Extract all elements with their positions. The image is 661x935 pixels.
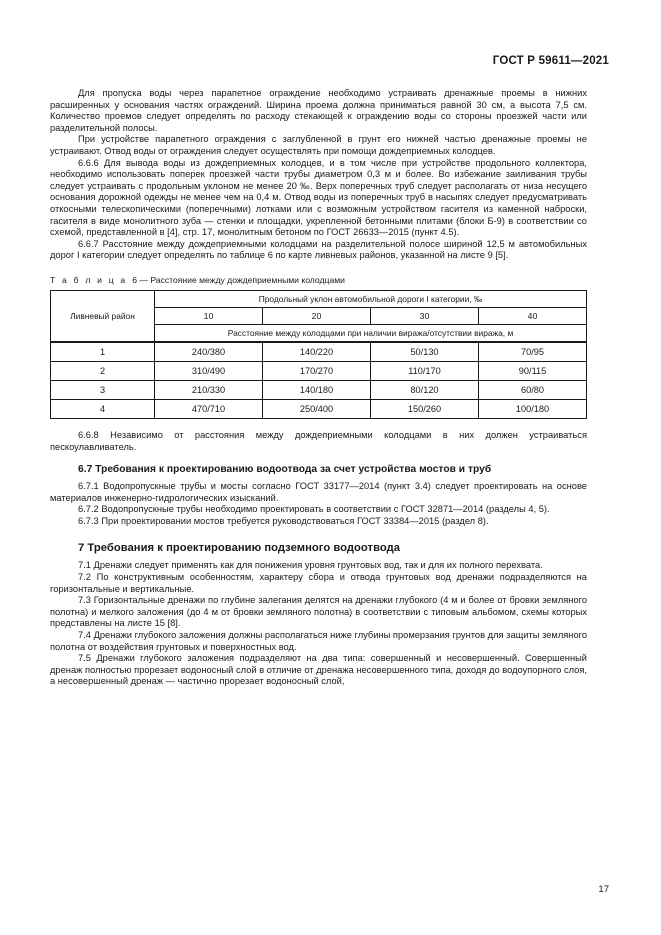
- paragraph-6-7-1: 6.7.1 Водопропускные трубы и мосты согласно ГОСТ 33177—2014 (пункт 3.4) следует проектировать на основе материалов инженерно-гидрологических изысканий.: [50, 481, 587, 503]
- table-header-slope-group: Продольный уклон автомобильной дороги I категории, ‰: [155, 290, 587, 307]
- table-cell-value: 90/115: [479, 361, 587, 380]
- table-caption-text: — Расстояние между дождеприемными колодцами: [139, 274, 345, 285]
- table-cell-value: 310/490: [155, 361, 263, 380]
- paragraph-7-2: 7.2 По конструктивным особенностям, характеру сбора и отвода грунтовых вод дренажи подразделяются на горизонтальные и вертикальные.: [50, 572, 587, 594]
- table-cell-value: 140/180: [263, 380, 371, 399]
- table-head: [51, 290, 587, 342]
- paragraph-6-7-2: 6.7.2 Водопропускные трубы необходимо проектировать в соответствии с ГОСТ 32871—2014 (разделы 4, 5).: [78, 504, 550, 515]
- paragraph-6-7-3: 6.7.3 При проектировании мостов требуется руководствоваться ГОСТ 33384—2015 (раздел 8).: [78, 515, 489, 526]
- page-number: 17: [598, 884, 609, 895]
- table-body: [51, 342, 587, 419]
- table-cell-region: 4: [51, 399, 155, 418]
- document-body: [50, 88, 587, 688]
- table-cell-value: 170/270: [263, 361, 371, 380]
- table-header-slope-40: 40: [479, 307, 587, 324]
- paragraph-7-3: 7.3 Горизонтальные дренажи по глубине залегания делятся на дренажи глубокого (4 м и более от бровки земляного полотна) и мелкого заложения (до 4 м от бровки земляного полотна) в соответствии с типовым альбомом, схемы которых представлены на листе 15 [8].: [50, 595, 587, 629]
- spacer: [50, 527, 587, 542]
- spacer: [50, 419, 587, 430]
- heading-6-7: 6.7 Требования к проектированию водоотвода за счет устройства мостов и труб: [78, 464, 492, 476]
- paragraph-6-6-7: 6.6.7 Расстояние между дождеприемными колодцами на разделительной полосе шириной 12,5 м автомобильных дорог I категории следует определять по таблице 6 по карте ливневых районов, указанной на листе 9 [5].: [50, 238, 587, 261]
- table-header-row-span: [51, 290, 587, 307]
- table-caption: [50, 262, 587, 290]
- table-cell-region: 2: [51, 361, 155, 380]
- table-distance-between-wells: [50, 290, 587, 419]
- table-row: [51, 399, 587, 418]
- paragraph-parapet-buried: При устройстве парапетного ограждения с заглубленной в грунт его нижней частью дренажные проемы не устраивают. Отвод воды от ограждения следует осуществлять при помощи дождеприемных колодцев.: [50, 134, 587, 156]
- paragraph-7-1: 7.1 Дренажи следует применять как для понижения уровня грунтовых вод, так и для их полного перехвата.: [78, 560, 543, 571]
- document-header: ГОСТ Р 59611—2021: [492, 55, 609, 67]
- table-cell-value: 150/260: [371, 399, 479, 418]
- table-cell-value: 70/95: [479, 342, 587, 362]
- table-header-region: Ливневый район: [51, 290, 155, 342]
- table-row: [51, 361, 587, 380]
- heading-7: 7 Требования к проектированию подземного водоотвода: [78, 542, 401, 555]
- table-header-slope-10: 10: [155, 307, 263, 324]
- table-header-slope-30: 30: [371, 307, 479, 324]
- table-cell-value: 240/380: [155, 342, 263, 362]
- table-cell-region: 3: [51, 380, 155, 399]
- table-cell-value: 80/120: [371, 380, 479, 399]
- table-cell-value: 110/170: [371, 361, 479, 380]
- paragraph-6-6-8: 6.6.8 Независимо от расстояния между дождеприемными колодцами в них должен устраиваться пескоулавливатель.: [50, 429, 587, 452]
- table-cell-value: 60/80: [479, 380, 587, 399]
- paragraph-7-5: 7.5 Дренажи глубокого заложения подразделяют на два типа: совершенный и несовершенный. Совершенный дренаж полностью прорезает водоносный слой в отличие от дренажа несовершенного типа, доходя до водоупорного слоя, а несовершенный дренаж — частично прорезает водоносный слой,: [50, 653, 587, 687]
- paragraph-6-6-6: 6.6.6 Для вывода воды из дождеприемных колодцев, и в том числе при устройстве продольного коллектора, необходимо использовать поперек проезжей части трубы диаметром 0,3 м и более. Во избежание заиливания трубы следует устраивать с продольным уклоном не менее 20 ‰. Верх поперечных труб следует располагать от низа несущего основания дорожной одежды не менее чем на 0,4 м. Отвод воды из поперечных труб в насыпях следует предусматривать откосными телескопическими (поперечными) лотками или с возможным устройством гасителя из каменной наброски, гасителя в виде монолитного зуба — стенки и площадки, укрепленной бетонными плитами (блоки Б-9) в соответствии со схемой, представленной в [4], стр. 17, монолитным бетоном по ГОСТ 26633—2015 (пункт 4.5).: [50, 157, 587, 238]
- table-cell-value: 250/400: [263, 399, 371, 418]
- table-cell-value: 470/710: [155, 399, 263, 418]
- table-caption-label: Т а б л и ц а: [50, 274, 128, 285]
- table-header-slope-20: 20: [263, 307, 371, 324]
- table-cell-value: 140/220: [263, 342, 371, 362]
- paragraph-parapet-openings: Для пропуска воды через парапетное ограждение необходимо устраивать дренажные проемы в нижних расширенных у основания частях ограждений. Ширина проема должна приниматься равной 30 см, а высота 7,5 см. Количество проемов следует определять по расходу стекающей к ограждению воды со стороны проезжей части или разделительной полосы.: [50, 88, 587, 133]
- table-row: [51, 380, 587, 399]
- spacer: [50, 453, 587, 464]
- table-caption-number: 6: [132, 274, 137, 285]
- paragraph-7-4: 7.4 Дренажи глубокого заложения должны располагаться ниже глубины промерзания грунтов для защиты земляного полотна от воздействия грунтовых и поверхностных вод.: [50, 630, 587, 652]
- table-cell-value: 50/130: [371, 342, 479, 362]
- table-cell-value: 210/330: [155, 380, 263, 399]
- table-row: [51, 342, 587, 362]
- table-header-distance-note: Расстояние между колодцами при наличии виража/отсутствии виража, м: [155, 324, 587, 342]
- table-cell-region: 1: [51, 342, 155, 362]
- table-cell-value: 100/180: [479, 399, 587, 418]
